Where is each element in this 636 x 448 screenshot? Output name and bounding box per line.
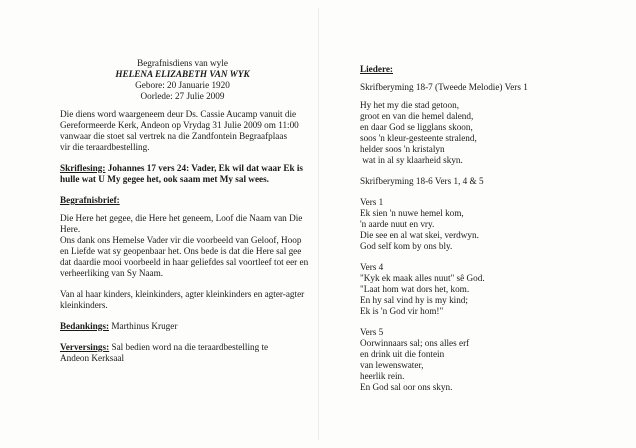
lyric-line: En hy sal vind hy is my kind; — [360, 295, 468, 305]
lyric-line: Hy het my die stad getoon, — [360, 100, 460, 110]
letter-paragraph-3 — [60, 289, 305, 311]
letter-line: en Liefde wat sy geopenbaar het. Ons bede is dat die Here sal gee — [60, 246, 302, 256]
song-1-title: Skrifberyming 18-7 (Tweede Melodie) Vers 1 — [360, 82, 528, 92]
letter-line: Here. — [60, 224, 81, 234]
letter-line: Die Here het gegee, die Here het geneem, Loof die Naam van Die — [60, 213, 303, 223]
scripture-reading — [60, 163, 305, 185]
lyric-line: 'n aarde nuut en vry. — [360, 219, 435, 229]
lyric-line: "Laat hom wat dors het, kom. — [360, 284, 470, 294]
letter-line: kleinkinders. — [60, 300, 108, 310]
lyric-line: Ek sien 'n nuwe hemel kom, — [360, 208, 464, 218]
scripture-label: Skriflesing: — [60, 163, 106, 173]
deceased-name: HELENA ELIZABETH VAN WYK — [115, 69, 250, 79]
verse-label: Vers 5 — [360, 327, 384, 337]
lyric-line: wat in al sy klaarheid skyn. — [360, 155, 463, 165]
page-fold-line — [318, 8, 319, 440]
thanks-value: Marthinus Kruger — [111, 321, 178, 331]
verse-5 — [360, 327, 610, 393]
lyric-line: van lewenswater, — [360, 360, 424, 370]
intro-line: Die diens word waargeneem deur Ds. Cassie Aucamp vanuit die — [60, 109, 297, 119]
verse-4 — [360, 262, 610, 317]
letter-line: Ons dank ons Hemelse Vader vir die voorbeeld van Geloof, Hoop — [60, 235, 302, 245]
lyric-line: soos 'n kleur-gesteente stralend, — [360, 133, 477, 143]
scripture-text: hulle wat U My gegee het, ook saam met My sal wees. — [60, 174, 269, 184]
letter-line: verheerliking van Sy Naam. — [60, 268, 164, 278]
birth-date: Gebore: 20 Januarie 1920 — [135, 80, 230, 90]
right-column — [360, 64, 610, 393]
intro-line: vanwaar die stoet sal vertrek na die Zandfontein Begraafplaas — [60, 131, 288, 141]
verse-label: Vers 4 — [360, 262, 384, 272]
songs-heading: Liedere: — [360, 64, 393, 74]
lyric-line: en daar God se ligglans skoon, — [360, 122, 473, 132]
lyric-line: En God sal oor ons skyn. — [360, 382, 453, 392]
refresh-text: Andeon Kerksaal — [60, 353, 125, 363]
intro-line: vir die teraardbestelling. — [60, 142, 150, 152]
left-column — [60, 58, 309, 364]
lyric-line: "Kyk ek maak alles nuut" sê God. — [360, 273, 485, 283]
scripture-text: Johannes 17 vers 24: Vader, Ek wil dat waar Ek is — [107, 163, 304, 173]
thanks-label: Bedankings: — [60, 321, 110, 331]
service-intro — [60, 109, 305, 153]
lyric-line: Ek is 'n God vir hom!" — [360, 306, 444, 316]
verse-label: Vers 1 — [360, 197, 384, 207]
thanks — [60, 321, 305, 332]
refresh-label: Verversings: — [60, 342, 110, 352]
lyric-line: groot en van die hemel dalend, — [360, 111, 474, 121]
refresh-text: Sal bedien word na die teraardbestelling te — [111, 342, 269, 352]
service-title: Begrafnisdiens van wyle — [137, 58, 228, 68]
lyric-line: helder soos 'n kristalyn — [360, 144, 445, 154]
lyric-line: Die see en al wat skei, verdwyn. — [360, 230, 479, 240]
lyric-line: God self kom by ons bly. — [360, 241, 453, 251]
refreshments — [60, 342, 305, 364]
letter-paragraph-1 — [60, 213, 305, 235]
death-date: Oorlede: 27 Julie 2009 — [140, 91, 225, 101]
song-1-lyrics — [360, 100, 610, 166]
letter-line: dat daardie mooi voorbeeld in haar geliefdes sal voortleef tot eer en — [60, 257, 309, 267]
song-2-title: Skrifberyming 18-6 Vers 1, 4 & 5 — [360, 176, 484, 186]
letter-line: Van al haar kinders, kleinkinders, agter kleinkinders en agter-agter — [60, 289, 305, 299]
letter-heading: Begrafnisbrief: — [60, 195, 120, 205]
lyric-line: heerlik rein. — [360, 371, 405, 381]
letter-paragraph-2 — [60, 235, 309, 279]
intro-line: Gereformeerde Kerk, Andeon op Vrydag 31 Julie 2009 om 11:00 — [60, 120, 299, 130]
lyric-line: Oorwinnaars sal; ons alles erf — [360, 338, 470, 348]
verse-1 — [360, 197, 610, 252]
lyric-line: en drink uit die fontein — [360, 349, 445, 359]
